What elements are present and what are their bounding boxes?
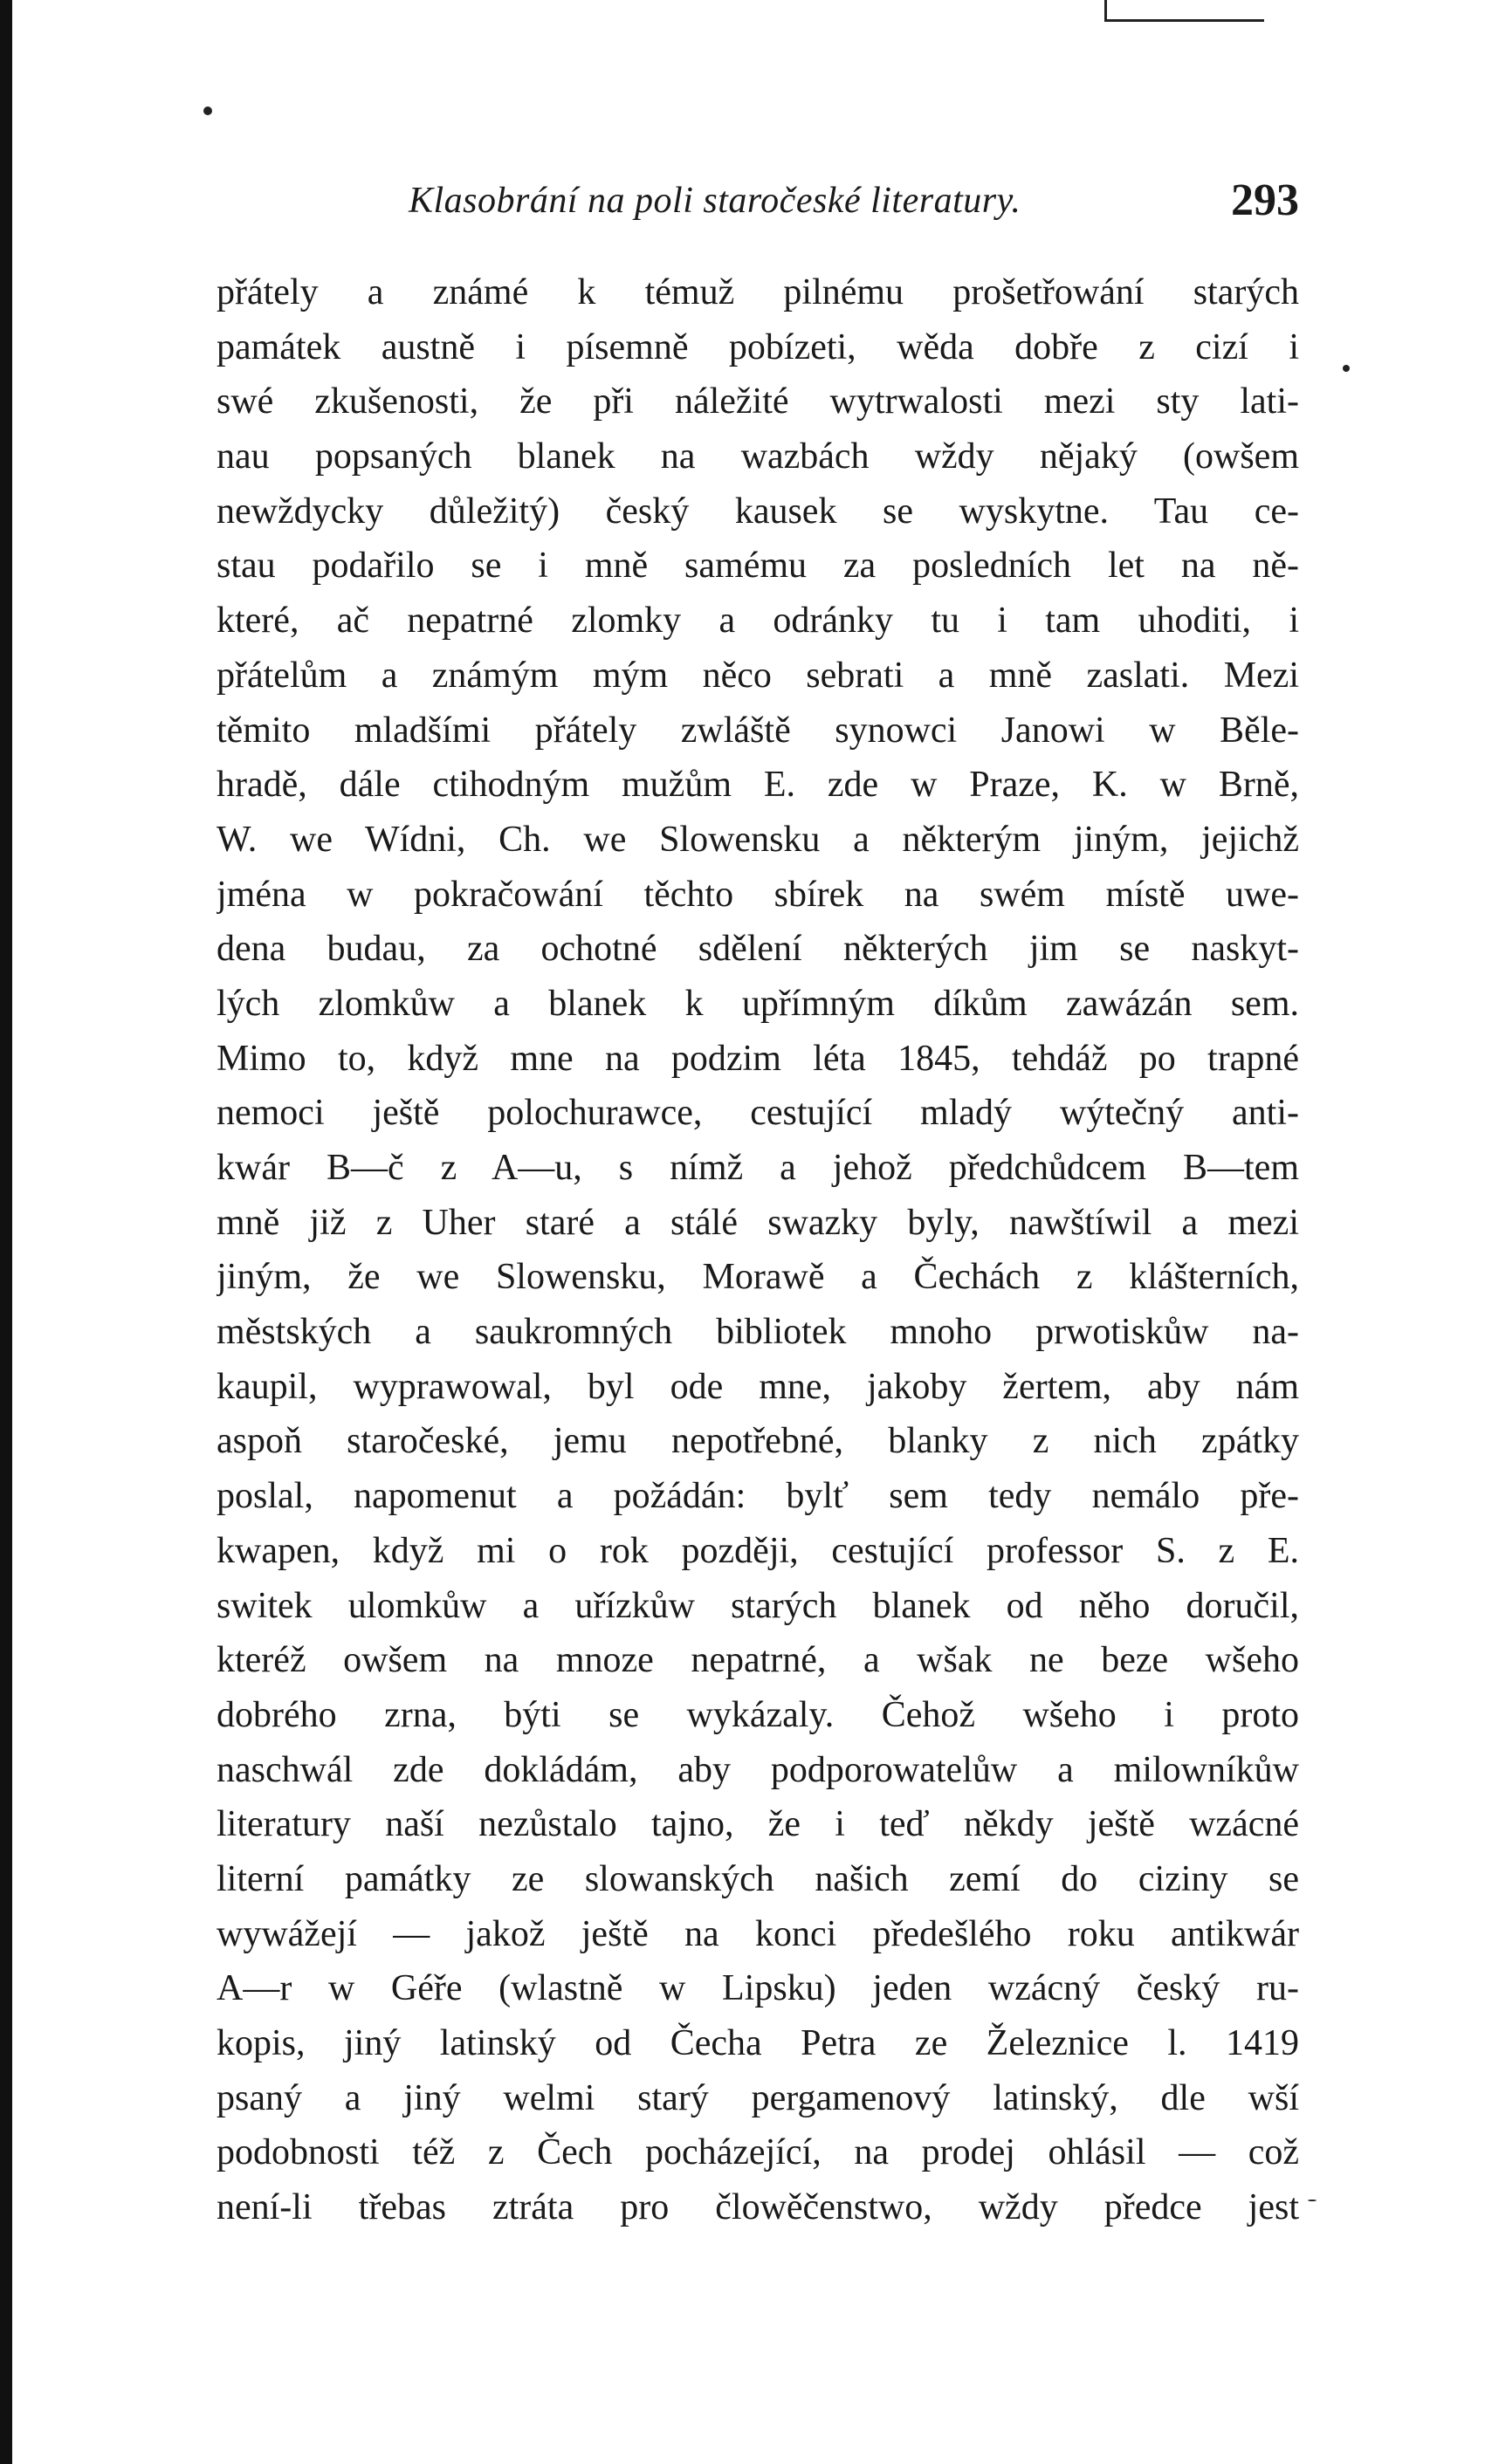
text-line: switek ulomkůw a uřízkůw starých blanek od něho doručil, — [217, 1585, 1299, 1626]
book-page — [217, 175, 1299, 2235]
running-title: Klasobrání na poli staročeské literatury. — [409, 181, 1021, 221]
text-line: hradě, dále ctihodným mužům E. zde w Praze, K. w Brně, — [217, 765, 1299, 806]
text-line: těmito mladšími přátely zwláště synowci Janowi w Běle- — [217, 710, 1299, 751]
scan-speck — [1308, 2200, 1317, 2201]
text-line: swé zkušenosti, že při náležité wytrwalosti mezi sty lati- — [217, 381, 1299, 422]
text-line: dena budau, za ochotné sdělení některých jim se naskyt- — [217, 929, 1299, 970]
scan-speck — [1343, 365, 1350, 372]
page-number: 293 — [1231, 175, 1299, 225]
text-line: aspoň staročeské, jemu nepotřebné, blanky z nich zpátky — [217, 1421, 1299, 1462]
text-line: městských a saukromných bibliotek mnoho prwotiskůw na- — [217, 1312, 1299, 1353]
text-line: naschwál zde dokládám, aby podporowatelůw a milowníkůw — [217, 1749, 1299, 1790]
text-line: literní památky ze slowanských našich zemí do ciziny se — [217, 1858, 1299, 1899]
text-line: kopis, jiný latinský od Čecha Petra ze Železnice l. 1419 — [217, 2023, 1299, 2063]
text-line: kwár B—č z A—u, s nímž a jehož předchůdcem B—tem — [217, 1148, 1299, 1188]
text-line: které, ač nepatrné zlomky a odránky tu i tam uhoditi, i — [217, 601, 1299, 642]
page-body — [217, 265, 1299, 2235]
text-line: A—r w Géře (wlastně w Lipsku) jeden wzácný český ru- — [217, 1968, 1299, 2009]
running-head — [217, 175, 1299, 236]
text-line: jména w pokračowání těchto sbírek na swém místě uwe- — [217, 874, 1299, 915]
text-line: kteréž owšem na mnoze nepatrné, a wšak ne beze wšeho — [217, 1640, 1299, 1681]
text-line: nau popsaných blanek na wazbách wždy nějaký (owšem — [217, 436, 1299, 477]
text-line: jiným, že we Slowensku, Morawě a Čechách z klášterních, — [217, 1257, 1299, 1298]
text-line: poslal, napomenut a požádán: bylť sem tedy nemálo pře- — [217, 1476, 1299, 1517]
text-line: přátelům a známým mým něco sebrati a mně zaslati. Mezi — [217, 655, 1299, 696]
text-line: mně již z Uher staré a stálé swazky byly, nawštíwil a mezi — [217, 1202, 1299, 1243]
text-line: literatury naší nezůstalo tajno, že i teď někdy ještě wzácné — [217, 1804, 1299, 1845]
text-line: psaný a jiný welmi starý pergamenový latinský, dle wší — [217, 2077, 1299, 2118]
text-line: stau podařilo se i mně samému za posledních let na ně- — [217, 546, 1299, 587]
scan-edge — [1104, 0, 1264, 22]
text-line: přátely a známé k témuž pilnému prošetřowání starých — [217, 272, 1299, 312]
text-line: Mimo to, když mne na podzim léta 1845, tehdáž po trapné — [217, 1038, 1299, 1079]
text-line: lých zlomkůw a blanek k upřímným díkům zawázán sem. — [217, 983, 1299, 1024]
text-line: W. we Wídni, Ch. we Slowensku a některým jiným, jejichž — [217, 819, 1299, 860]
scan-edge — [0, 0, 12, 2464]
text-line: není-li třebas ztráta pro člowěčenstwo, wždy předce jest — [217, 2187, 1299, 2228]
scan-speck — [203, 106, 212, 115]
text-line: podobnosti též z Čech pocházející, na prodej ohlásil — což — [217, 2132, 1299, 2173]
text-line: památek austně i písemně pobízeti, wěda dobře z cizí i — [217, 326, 1299, 367]
text-line: kwapen, když mi o rok později, cestující professor S. z E. — [217, 1530, 1299, 1571]
text-line: nemoci ještě polochurawce, cestující mladý wýtečný anti- — [217, 1093, 1299, 1134]
text-line: wywážejí — jakož ještě na konci předešlého roku antikwár — [217, 1913, 1299, 1954]
text-line: dobrého zrna, býti se wykázaly. Čehož wšeho i proto — [217, 1694, 1299, 1735]
text-line: kaupil, wyprawowal, byl ode mne, jakoby žertem, aby nám — [217, 1366, 1299, 1407]
text-line: newždycky důležitý) český kausek se wyskytne. Tau ce- — [217, 491, 1299, 532]
